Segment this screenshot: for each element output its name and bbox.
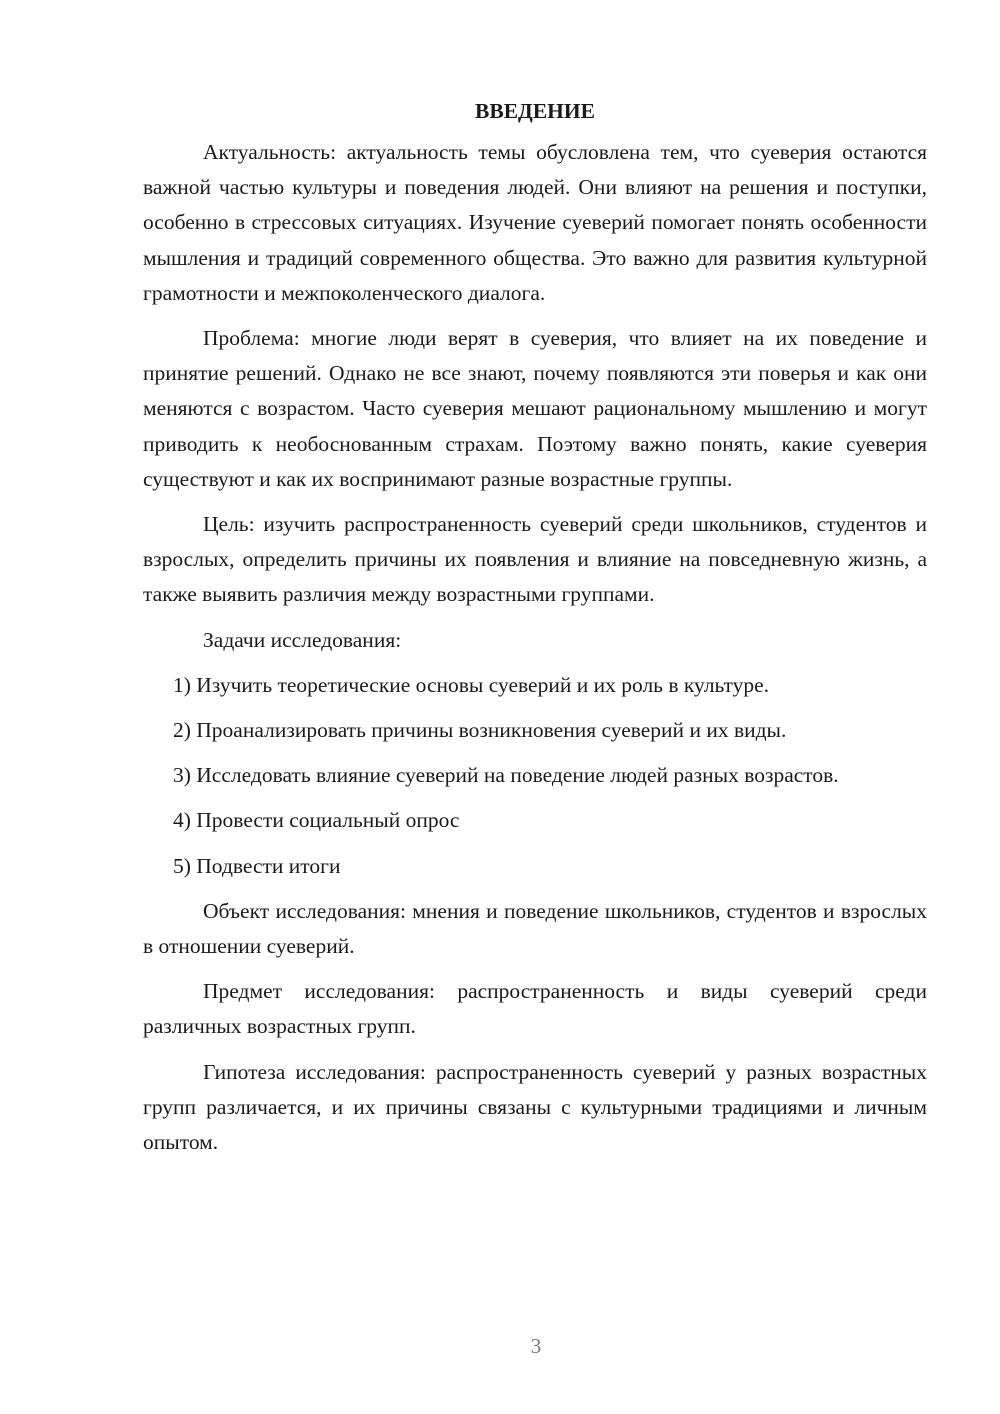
page-title: ВВЕДЕНИЕ xyxy=(475,99,595,123)
paragraph-problem: Проблема: многие люди верят в суеверия, что влияет на их поведение и принятие решений. Однако не все знают, почему появляются эти поверья и как они меняются с возрастом. Часто суеверия мешают рациональному мышлению и могут приводить к необоснованным страхам. Поэтому важно понять, какие суеверия существуют и как их воспринимают разные возрастные группы. xyxy=(143,326,927,491)
paragraph-subject: Предмет исследования: распространенность и виды суеверий среди различных возрастных групп. xyxy=(143,979,927,1039)
page-number: 3 xyxy=(530,1334,542,1358)
task-item: 1) Изучить теоретические основы суеверий и их роль в культуре. xyxy=(173,672,770,697)
task-item: 5) Подвести итоги xyxy=(173,853,341,878)
task-item: 3) Исследовать влияние суеверий на поведение людей разных возрастов. xyxy=(173,763,839,788)
task-item: 4) Провести социальный опрос xyxy=(173,808,460,833)
paragraph-hypothesis: Гипотеза исследования: распространенность суеверий у разных возрастных групп различается, и их причины связаны с культурными традициями и личным опытом. xyxy=(143,1059,927,1155)
paragraph-relevance: Актуальность: актуальность темы обусловлена тем, что суеверия остаются важной частью культуры и поведения людей. Они влияют на решения и поступки, особенно в стрессовых ситуациях. Изучение суеверий помогает понять особенности мышления и традиций современного общества. Это важно для развития культурной грамотности и межпоколенческого диалога. xyxy=(143,140,927,305)
paragraph-tasks-heading: Задачи исследования: xyxy=(203,627,402,652)
task-item: 2) Проанализировать причины возникновения суеверий и их виды. xyxy=(173,718,787,743)
paragraph-object: Объект исследования: мнения и поведение школьников, студентов и взрослых в отношении суеверий. xyxy=(143,898,927,959)
paragraph-goal: Цель: изучить распространенность суеверий среди школьников, студентов и взрослых, определить причины их появления и влияние на повседневную жизнь, а также выявить различия между возрастными группами. xyxy=(143,512,927,607)
page-content xyxy=(143,95,927,1170)
